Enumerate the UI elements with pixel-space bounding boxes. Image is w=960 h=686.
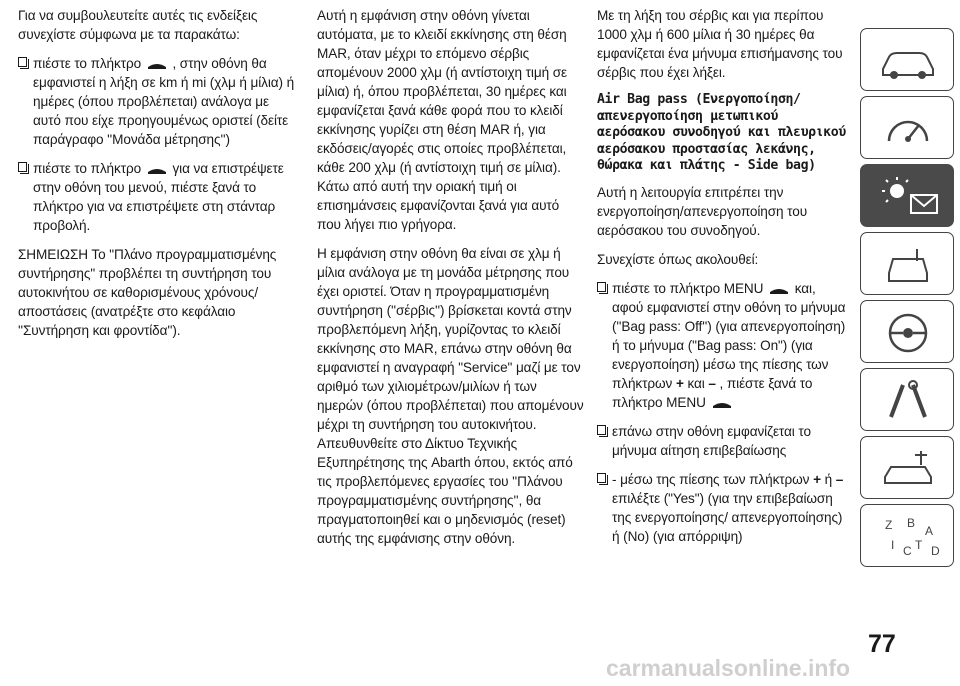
- paragraph: Με τη λήξη του σέρβις και για περίπου 1000 χλμ ή 600 μίλια ή 30 ημέρες θα εμφανίζεται ένα μήνυμα επισήμανσης του σέρβις που έχει λήξει.: [597, 8, 843, 80]
- checkbox-bullet-icon: [597, 282, 606, 292]
- menu-key-icon: [147, 58, 167, 70]
- menu-key-icon: [712, 397, 732, 409]
- maintenance-tools-icon[interactable]: [860, 368, 954, 431]
- paragraph: Η εμφάνιση στην οθόνη θα είναι σε χλμ ή μίλια ανάλογα με τη μονάδα μέτρησης που έχει οριστεί. Όταν η προγραμματισμένη συντήρηση (''σέρβις'') βρίσκεται κοντά στην προβλεπόμενη λήξη, γυρίζοντας το κλειδί εκκίνησης στο MAR, επάνω στην οθόνη θα εμφανιστεί η αναγραφή "Service" μαζί με τον αριθμό των χιλιομέτρων/μιλίων ή των ημερών (όπου προβλέπεται) που απομένουν μέχρι τη συντήρηση του αυτοκινήτου. Απευθυνθείτε στο Δίκτυο Τεχνικής Εξυπηρέτησης της Abarth όπου, εκτός από τις προβλεπόμενες εργασίες του ''Πλάνου προγραμματισμένης συντήρησης'', θα πραγματοποιηθεί και ο μηδενισμός (reset) αυτής της εμφάνισης στην οθόνη.: [317, 246, 584, 546]
- list-item: [597, 470, 847, 546]
- minus-key-symbol: –: [835, 471, 844, 487]
- svg-text:D: D: [931, 544, 940, 558]
- speedometer-icon[interactable]: [860, 96, 954, 159]
- steering-wheel-icon[interactable]: [860, 300, 954, 363]
- car-front-icon[interactable]: [860, 232, 954, 295]
- list-item-text: και: [687, 375, 705, 391]
- column-1: [18, 6, 300, 350]
- car-icon[interactable]: [860, 28, 954, 91]
- note-paragraph: ΣΗΜΕΙΩΣΗ Το "Πλάνο προγραμματισμένης συντήρησης" προβλέπει τη συντήρηση του αυτοκινήτου σε καθορισμένους χρόνους/αποστάσεις (ανατρέξτε στο κεφάλαιο ''Συντήρηση και φροντίδα'').: [18, 247, 277, 338]
- menu-key-icon: [769, 283, 789, 295]
- list-item-text: επάνω στην οθόνη εμφανίζεται το μήνυμα αίτηση επιβεβαίωσης: [612, 423, 811, 458]
- column-2: [317, 6, 585, 558]
- section-heading: Air Bag pass (Ενεργοποίηση/ απενεργοποίηση μετωπικού αερόσακου συνοδηγού και πλευρικού αερόσακου προστασίας λεκάνης, θώρακα και πλάτης - Side bag): [597, 92, 846, 173]
- menu-key-icon: [147, 163, 167, 175]
- list-item-text: , στην οθόνη θα εμφανιστεί η λήξη σε km ή mi (χλμ ή μίλια) ή ημέρες (όπου προβλέπεται) ανάλογα με αυτό που είχε προηγουμένως οριστεί (δείτε παράγραφο ''Μονάδα μέτρησης''): [33, 56, 295, 147]
- list-item-text: , πιέστε ξανά το πλήκτρο MENU: [612, 375, 813, 410]
- list-item: [597, 422, 847, 460]
- checkbox-bullet-icon: [18, 57, 27, 67]
- list-item-text: για να επιστρέψετε στην οθόνη του μενού, πιέστε ξανά το πλήκτρο για να επιστρέψετε στη στάνταρ προβολή.: [33, 161, 284, 233]
- list-item: [597, 279, 847, 412]
- svg-text:Z: Z: [885, 518, 893, 532]
- language-index-icon[interactable]: [860, 504, 954, 567]
- warning-light-icon[interactable]: [860, 164, 954, 227]
- list-item-text: και, αφού εμφανιστεί στην οθόνη το μήνυμα (''Bag pass: Off'') (για απενεργοποίηση) ή το μήνυμα ("Bag pass: On") (για ενεργοποίηση) μέσω της πίεσης των πλήκτρων: [612, 280, 846, 391]
- paragraph: Συνεχίστε όπως ακολουθεί:: [597, 251, 759, 267]
- column-3: [597, 6, 847, 556]
- svg-text:A: A: [925, 524, 934, 538]
- list-item-text: επιλέξτε ("Yes") (για την επιβεβαίωση της ενεργοποίησης/ απενεργοποίησης) ή (No) (για απόρριψη): [612, 490, 843, 544]
- minus-key-symbol: –: [708, 375, 716, 391]
- plus-key-symbol: +: [813, 471, 821, 487]
- paragraph: Αυτή η λειτουργία επιτρέπει την ενεργοποίηση/απενεργοποίηση του αερόσακου του συνοδηγού.: [597, 184, 808, 238]
- list-item-text: πιέστε το πλήκτρο: [33, 56, 142, 71]
- checkbox-bullet-icon: [597, 473, 606, 483]
- plus-key-symbol: +: [675, 375, 684, 391]
- list-item: [18, 159, 300, 235]
- paragraph: Αυτή η εμφάνιση στην οθόνη γίνεται αυτόματα, με το κλειδί εκκίνησης στη θέση MAR, όταν μέχρι το επόμενο σέρβις απομένουν 2000 χλμ (ή αντίστοιχη τιμή σε μίλια) ή, όπου προβλέπεται, 30 ημέρες και εμφανίζεται ξανά κάθε φορά που το κλειδί εκκίνησης γυρίζει στη θέση MAR ή, για εκδόσεις/αγορές στις οποίες προβλέπεται, κάθε 200 χλμ (ή αντίστοιχη τιμή σε μίλια). Κάτω από αυτή την οριακή τιμή οι επισημάνσεις εμφανίζονται ξανά για αυτό που λήγει πιο γρήγορα.: [317, 8, 567, 232]
- list-item-text: πιέστε το πλήκτρο MENU: [612, 280, 764, 296]
- svg-text:I: I: [891, 538, 895, 552]
- watermark: carmanualsonline.info: [606, 655, 851, 681]
- specs-car-icon[interactable]: [860, 436, 954, 499]
- checkbox-bullet-icon: [597, 425, 606, 435]
- list-item-text: ή: [824, 471, 833, 487]
- svg-text:C: C: [903, 544, 912, 558]
- intro-paragraph: Για να συμβουλευτείτε αυτές τις ενδείξεις συνεχίστε σύμφωνα με τα παρακάτω:: [18, 8, 258, 42]
- svg-text:T: T: [915, 538, 923, 552]
- svg-text:B: B: [907, 516, 916, 530]
- list-item-text: πιέστε το πλήκτρο: [33, 161, 142, 176]
- list-item-text: - μέσω της πίεσης των πλήκτρων: [612, 471, 810, 487]
- list-item: [18, 54, 300, 149]
- checkbox-bullet-icon: [18, 162, 27, 172]
- page-number: 77: [868, 630, 896, 658]
